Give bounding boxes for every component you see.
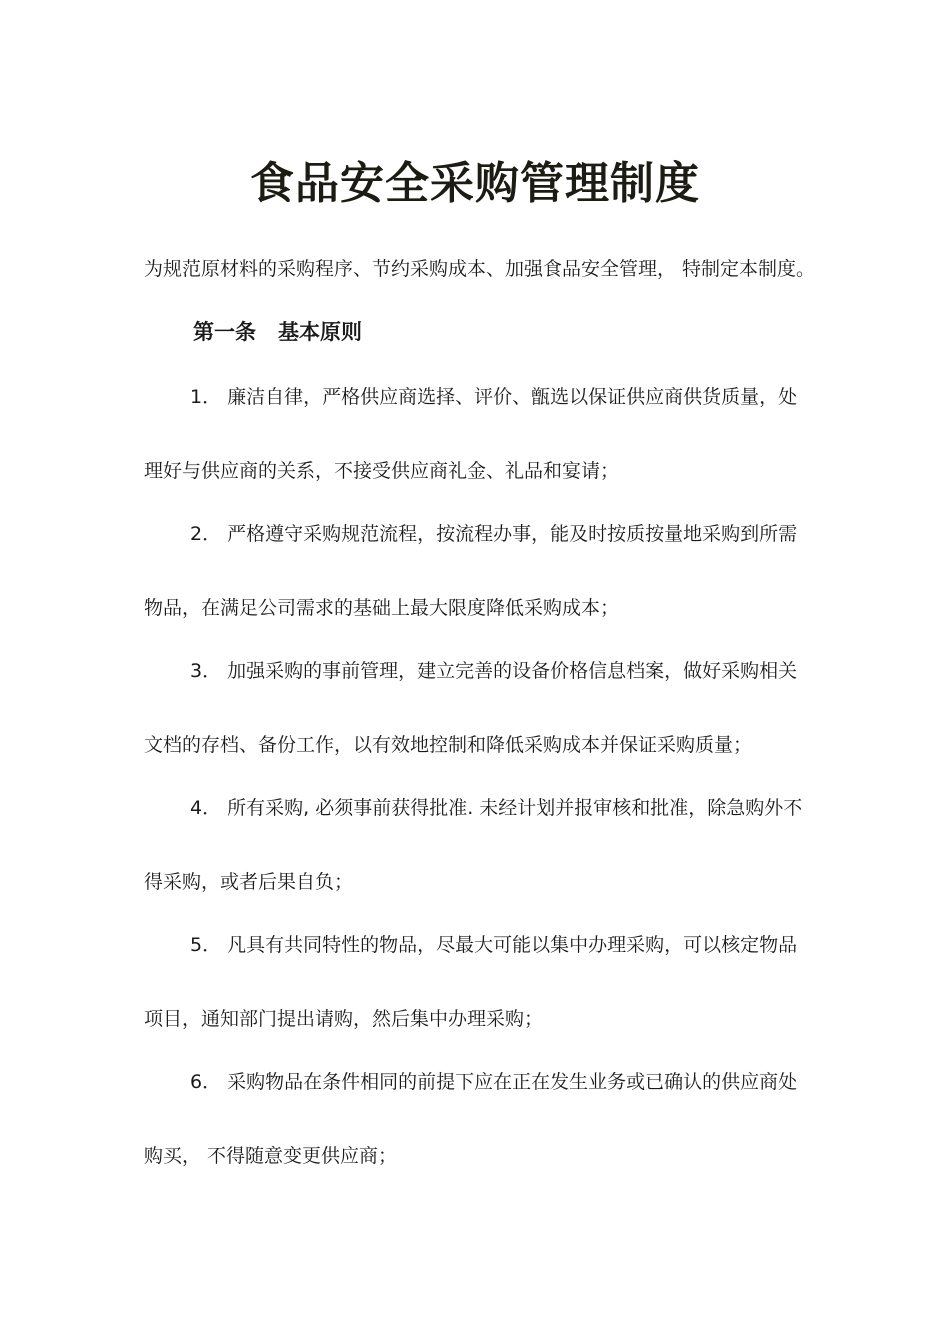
item-2-line-1: 2． 严格遵守采购规范流程，按流程办事，能及时按质按量地采购到所需: [190, 523, 798, 545]
intro-paragraph: 为规范原材料的采购程序、节约采购成本、加强食品安全管理， 特制定本制度。: [144, 258, 816, 280]
item-1-line-2: 理好与供应商的关系，不接受供应商礼金、礼品和宴请；: [144, 460, 620, 482]
item-4-line-2: 得采购，或者后果自负；: [144, 871, 354, 893]
item-3-line-1: 3． 加强采购的事前管理，建立完善的设备价格信息档案，做好采购相关: [190, 660, 798, 682]
item-5-line-1: 5． 凡具有共同特性的物品，尽最大可能以集中办理采购，可以核定物品: [190, 934, 798, 956]
article-heading: [193, 318, 362, 346]
item-2-line-2: 物品，在满足公司需求的基础上最大限度降低采购成本；: [144, 597, 620, 619]
item-4-line-1: 4． 所有采购, 必须事前获得批准. 未经计划并报审核和批准，除急购外不: [190, 797, 803, 819]
document-title: 食品安全采购管理制度: [250, 158, 700, 209]
article-name: 基本原则: [278, 320, 362, 344]
item-6-line-1: 6． 采购物品在条件相同的前提下应在正在发生业务或已确认的供应商处: [190, 1071, 798, 1093]
item-5-line-2: 项目，通知部门提出请购，然后集中办理采购；: [144, 1008, 544, 1030]
item-1-line-1: 1． 廉洁自律，严格供应商选择、评价、甑选以保证供应商供货质量，处: [190, 386, 798, 408]
item-6-line-2: 购买， 不得随意变更供应商；: [144, 1145, 398, 1167]
article-number: 第一条: [193, 320, 256, 344]
item-3-line-2: 文档的存档、备份工作，以有效地控制和降低采购成本并保证采购质量；: [144, 734, 753, 756]
